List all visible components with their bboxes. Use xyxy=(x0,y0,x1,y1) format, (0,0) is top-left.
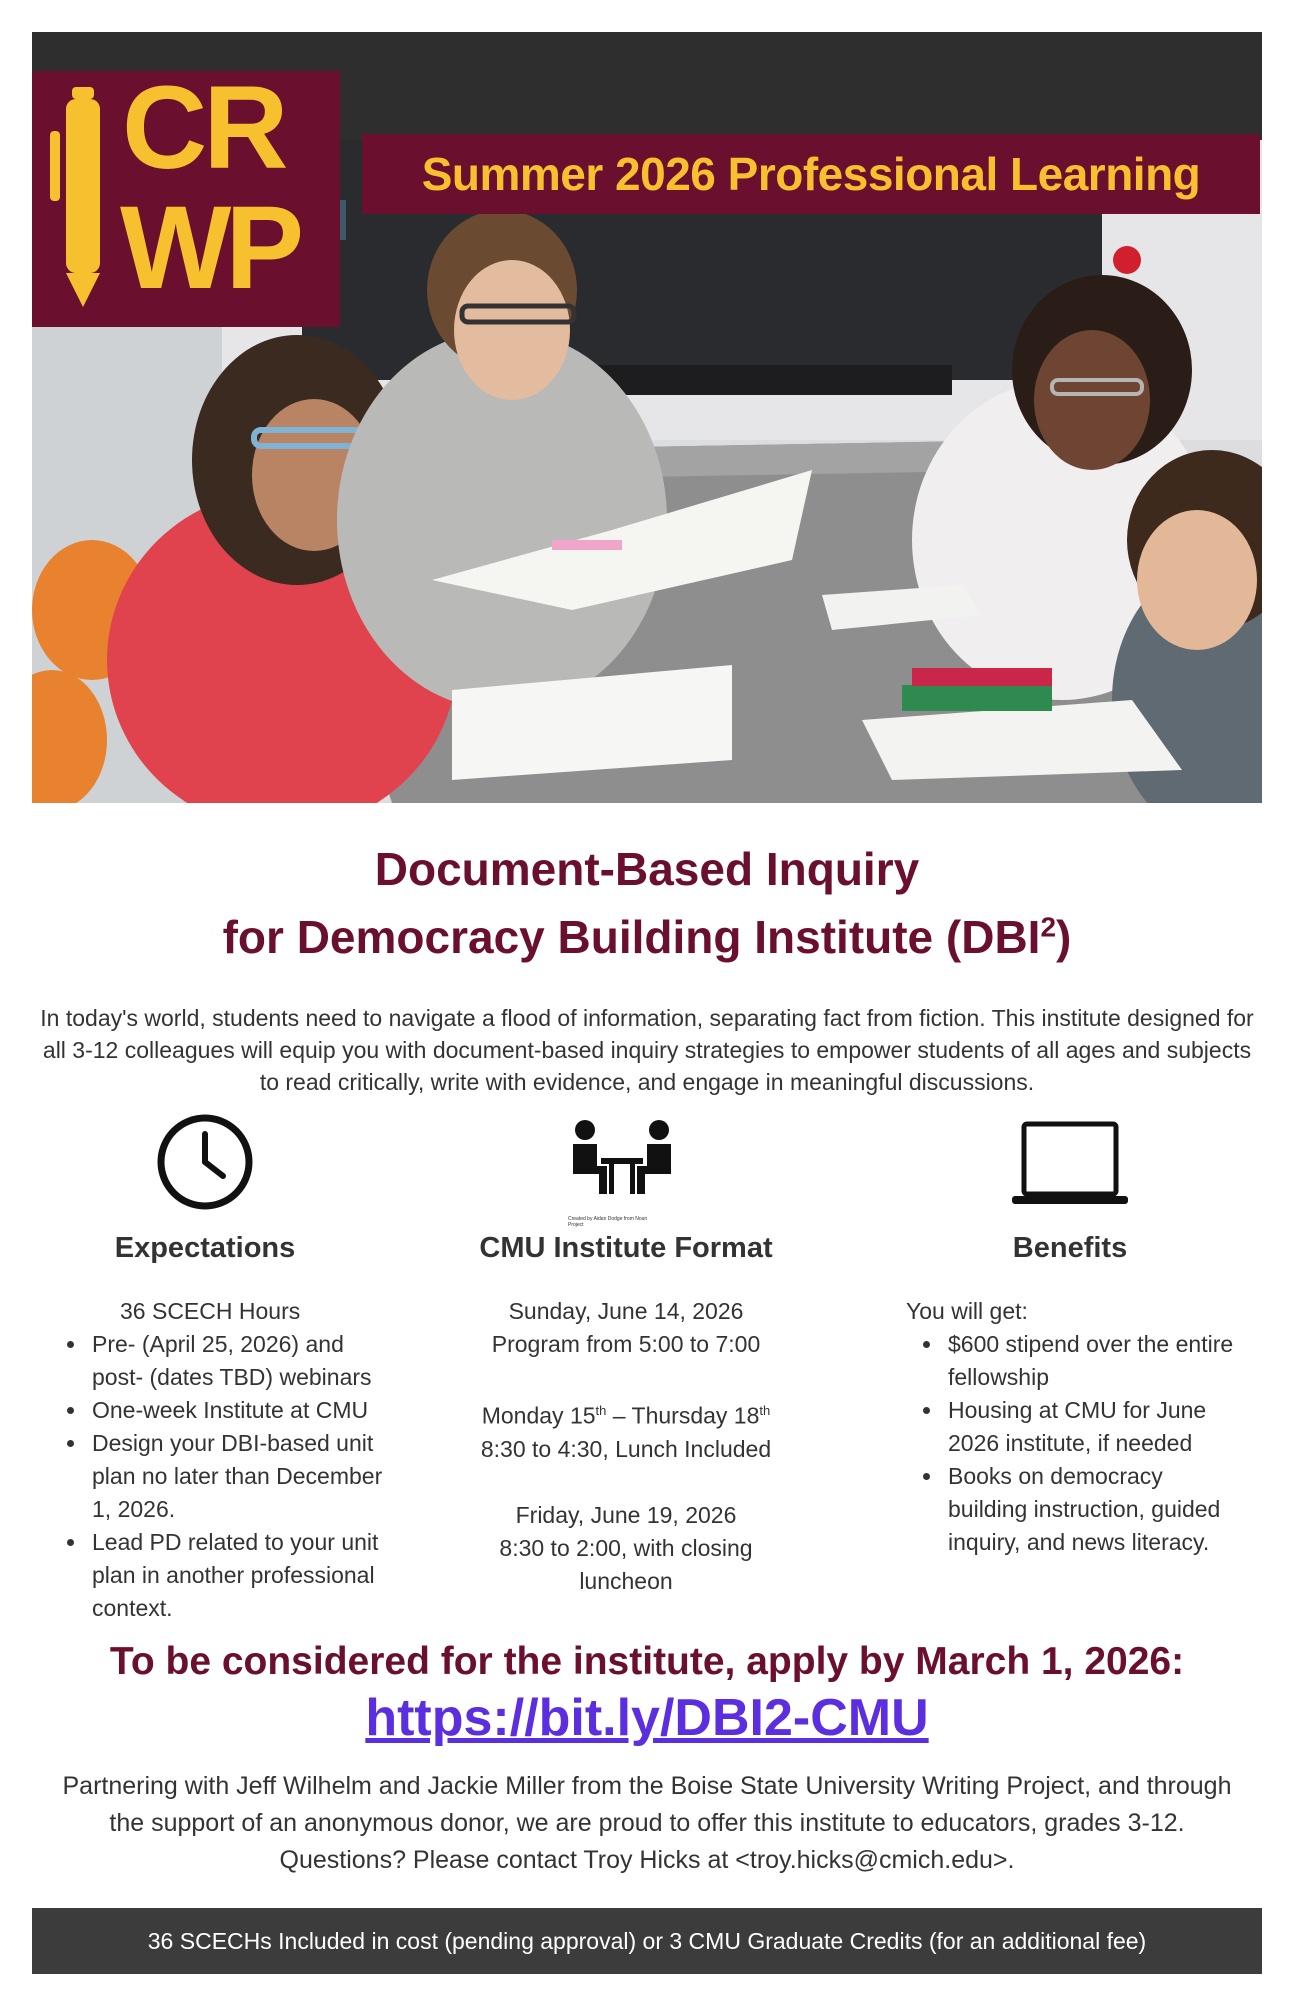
monday-suffix: th xyxy=(595,1403,607,1418)
expectations-column xyxy=(50,1295,390,1625)
list-item: • Books on democracy building instruction, guided inquiry, and news literacy. xyxy=(944,1460,1236,1559)
apply-deadline: To be considered for the institute, apply by March 1, 2026: xyxy=(109,1640,1185,1683)
logo-text-wp: WP xyxy=(120,182,299,314)
page-title-line1: Document-Based Inquiry xyxy=(374,843,920,895)
format-column xyxy=(440,1295,812,1598)
intro-paragraph: In today's world, students need to navigate a flood of information, separating fact from fiction. This institute designed for all 3-12 colleagues will equip you with document-based inquiry strategies to empower students of all ages and subjects to read critically, write with evidence, and engage in meaningful discussions. xyxy=(40,1005,1254,1095)
sunday-date: Sunday, June 14, 2026 xyxy=(508,1298,744,1324)
partner-paragraph: Partnering with Jeff Wilhelm and Jackie Miller from the Boise State University Writing Project, and through the support of an anonymous donor, we are proud to offer this institute to educators, grades 3-12. Questions? Please contact Troy Hicks at <troy.hicks@cmich.edu>. xyxy=(62,1772,1232,1874)
logo-text-cr: CR xyxy=(122,62,285,194)
application-link[interactable]: https://bit.ly/DBI2-CMU xyxy=(365,1689,929,1747)
footer-bar xyxy=(32,1908,1262,1974)
title-line2-text: for Democracy Building Institute (DBI xyxy=(222,911,1041,963)
page-title-line2 xyxy=(0,910,1294,964)
laptop-icon xyxy=(1010,1120,1130,1212)
title-close-paren: ) xyxy=(1056,911,1072,963)
list-item: • Housing at CMU for June 2026 institute, if needed xyxy=(944,1394,1236,1460)
benefits-intro: You will get: xyxy=(906,1298,1028,1324)
title-superscript: 2 xyxy=(1040,911,1057,943)
meeting-icon xyxy=(567,1118,677,1202)
expectations-heading: Expectations xyxy=(114,1232,296,1264)
thursday-text: – Thursday 18 xyxy=(606,1402,760,1429)
list-item: • Pre- (April 25, 2026) and post- (dates TBD) webinars xyxy=(88,1328,390,1394)
crwp-logo xyxy=(32,62,340,327)
expectations-list xyxy=(50,1328,390,1625)
icon-credit: Created by Aidan Dodge from Noun Project xyxy=(568,1216,648,1228)
thursday-suffix: th xyxy=(759,1403,771,1418)
sunday-time: Program from 5:00 to 7:00 xyxy=(491,1331,761,1357)
benefits-list xyxy=(906,1328,1236,1559)
clock-icon xyxy=(155,1112,255,1212)
monday-text: Monday 15 xyxy=(481,1402,596,1429)
footer-text: 36 SCECHs Included in cost (pending approval) or 3 CMU Graduate Credits (for an additional fee) xyxy=(147,1927,1147,1954)
expectations-intro: 36 SCECH Hours xyxy=(120,1298,301,1324)
list-item: • One-week Institute at CMU xyxy=(88,1394,390,1427)
header-banner xyxy=(362,134,1260,214)
friday-time: 8:30 to 2:00, with closing luncheon xyxy=(499,1534,753,1594)
list-item: • Design your DBI-based unit plan no later than December 1, 2026. xyxy=(88,1427,390,1526)
benefits-heading: Benefits xyxy=(1012,1232,1128,1264)
friday-date: Friday, June 19, 2026 xyxy=(515,1501,737,1528)
list-item: • $600 stipend over the entire fellowship xyxy=(944,1328,1236,1394)
banner-text: Summer 2026 Professional Learning xyxy=(421,148,1201,200)
weekday-dates xyxy=(440,1394,812,1433)
list-item: • Lead PD related to your unit plan in another professional context. xyxy=(88,1526,390,1625)
benefits-column xyxy=(906,1295,1236,1559)
weekday-time: 8:30 to 4:30, Lunch Included xyxy=(480,1435,772,1462)
format-heading: CMU Institute Format xyxy=(479,1232,773,1264)
